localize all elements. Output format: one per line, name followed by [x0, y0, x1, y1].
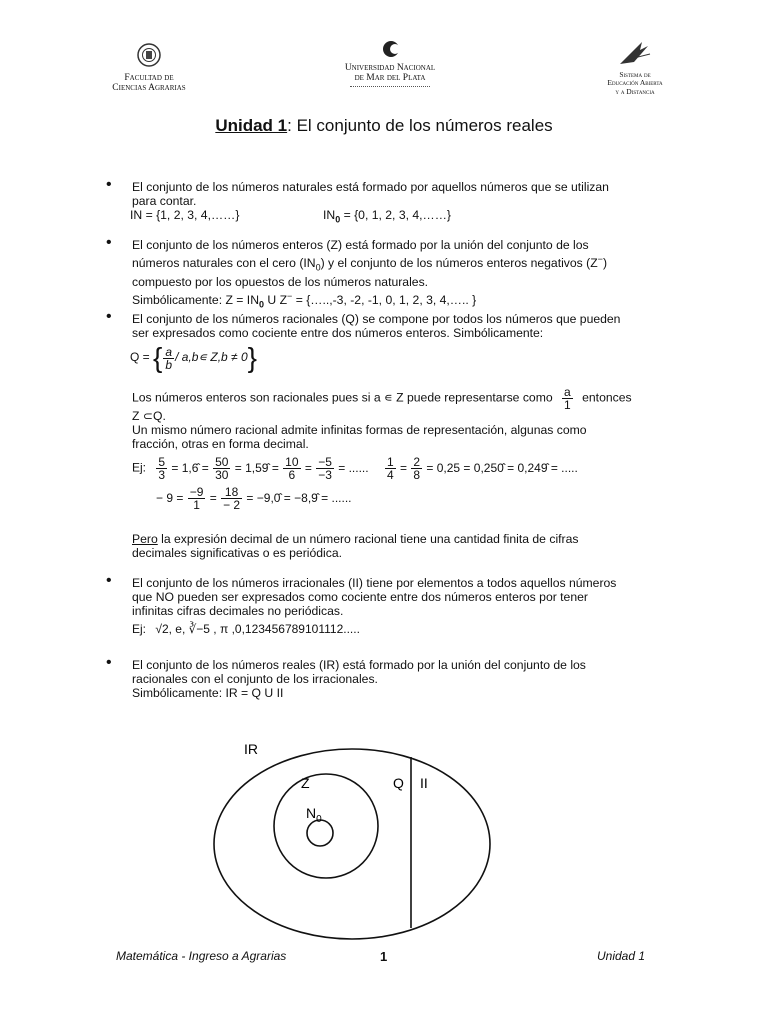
footer-page-number: 1 — [380, 949, 388, 964]
sead-name-line1: Sistema de — [619, 70, 651, 79]
label-ir: IR — [244, 741, 258, 757]
faculty-name-line1: Facultad de — [124, 73, 174, 83]
integer-line2-c: ) — [602, 256, 607, 271]
integer-text-line4 — [132, 289, 672, 312]
expr-fraction — [213, 456, 230, 481]
label-z: Z — [301, 775, 310, 791]
label-n: N — [306, 805, 317, 821]
integer-line2-sub: 0 — [315, 262, 321, 273]
expr-fraction — [156, 456, 167, 481]
rational-conclusion — [132, 532, 672, 560]
footer-course: Matemática - Ingreso a Agrarias — [116, 949, 287, 963]
expr-fraction-num: 1 — [387, 455, 394, 469]
faculty-name-line2: Ciencias Agrarias — [112, 83, 186, 94]
expr-fraction-num: 50 — [215, 455, 229, 469]
expr-fraction — [385, 456, 396, 481]
university-name-line1: Universidad Nacional — [344, 63, 436, 73]
a-over-one-fraction — [562, 386, 573, 411]
integer-line2-sup: − — [597, 254, 603, 264]
irrational-example-label: Ej: — [132, 622, 147, 636]
rational-text-line2: ser expresados como cociente entre dos números enteros. Simbólicamente: — [132, 326, 544, 340]
irrational-text-line2: que NO pueden ser expresados como cociente entre dos números enteros por tener — [132, 590, 588, 604]
bullet-integer-numbers — [132, 238, 672, 311]
sead-name-line2: Educación Abierta — [607, 78, 663, 88]
sead-emblem-icon — [590, 40, 680, 66]
integer-line4-sup: − — [287, 290, 293, 301]
bullet-irrational-numbers — [132, 576, 672, 618]
expr-fraction — [411, 456, 422, 481]
integer-text-line1: El conjunto de los números enteros (Z) está formado por la unión del conjunto de los — [132, 238, 589, 252]
q-close-brace: } — [247, 342, 257, 373]
pero-word: Pero — [132, 532, 158, 546]
natural-text-line2: para contar. — [132, 194, 197, 208]
expr-fraction-num: 2 — [413, 455, 421, 469]
rational-line3-end: entonces — [582, 390, 632, 405]
faculty-logo — [104, 42, 194, 94]
rational-text-line8: decimales significativas o es periódica. — [132, 546, 342, 560]
label-ii: II — [420, 775, 428, 791]
title-unit: Unidad 1 — [215, 116, 288, 135]
natural-sets-row — [132, 208, 672, 223]
expr-fraction-den: −3 — [318, 468, 332, 482]
bullet-real-numbers — [132, 658, 672, 700]
real-numbers-ellipse — [214, 749, 490, 939]
integers-circle — [274, 774, 378, 878]
q-den: b — [165, 357, 173, 372]
irrational-text-line1: El conjunto de los números irracionales (II) tiene por elementos a todos aquellos números — [132, 576, 617, 590]
example-3-expression — [156, 485, 352, 512]
rational-line7-text: la expresión decimal de un número racional tiene una cantidad finita de cifras — [157, 532, 579, 546]
bullet-dot-3: • — [106, 308, 112, 325]
university-crescent-icon — [330, 40, 450, 58]
expr-text: = — [396, 460, 411, 475]
sets-diagram — [200, 732, 520, 952]
set-n0 — [323, 208, 451, 226]
example-row-3 — [156, 486, 352, 511]
expr-text: = 1,6̂ = — [168, 460, 213, 475]
sead-name-line3: y a Distancia — [615, 86, 655, 96]
set-n: IN = {1, 2, 3, 4,……} — [130, 208, 240, 222]
rational-text-line4: Z ⊂Q. — [132, 409, 166, 423]
integer-line4-c: = {…..,-3, -2, -1, 0, 1, 2, 3, 4,….. } — [292, 292, 477, 307]
a-over-one-num: a — [564, 385, 571, 399]
expr-fraction-num: 5 — [158, 455, 166, 469]
integer-line2-a: números naturales con el cero (IN — [132, 256, 316, 271]
integer-line2-b: ) y el conjunto de los números enteros negativos (Z — [320, 256, 598, 271]
integer-line4-a: Simbólicamente: Z = IN — [132, 292, 259, 307]
q-definition — [130, 342, 257, 374]
natural-text-line1: El conjunto de los números naturales está formado por aquellos números que se utilizan — [132, 180, 609, 194]
set-n0-sub: 0 — [335, 214, 341, 225]
example-label: Ej: — [132, 460, 147, 475]
q-fraction — [163, 346, 174, 371]
expr-fraction — [188, 486, 206, 511]
expr-fraction-num: −5 — [318, 455, 332, 469]
q-def-suffix: / a,b∊ Z,b ≠ 0 — [175, 350, 248, 365]
irrational-example — [132, 622, 360, 636]
expr-fraction-den: 8 — [413, 468, 421, 482]
expr-fraction-den: 30 — [215, 468, 229, 482]
label-n-sub: 0 — [316, 814, 322, 825]
a-over-one-den: 1 — [564, 398, 571, 412]
title-text: : El conjunto de los números reales — [287, 116, 553, 135]
rational-text-line5: Un mismo número racional admite infinitas formas de representación, algunas como — [132, 423, 587, 437]
rational-text-line1: El conjunto de los números racionales (Q) se compone por todos los números que pueden — [132, 312, 621, 326]
real-text-line3: Simbólicamente: IR = Q U II — [132, 686, 284, 700]
rational-line3-text: Los números enteros son racionales pues si a ∊ Z puede representarse como — [132, 390, 553, 405]
bullet-dot-5: • — [106, 654, 112, 671]
set-n0-label: IN — [323, 208, 336, 222]
university-name-line2: de Mar del Plata — [354, 73, 426, 84]
bullet-rational-numbers — [132, 312, 672, 340]
integer-line4-b: U Z — [264, 292, 288, 307]
expr-fraction-num: −9 — [189, 485, 204, 499]
expr-fraction-den: 4 — [387, 468, 394, 482]
expr-fraction — [283, 456, 300, 481]
integer-line4-sub: 0 — [259, 299, 265, 309]
rational-text-line7 — [132, 532, 672, 546]
bullet-dot-4: • — [106, 572, 112, 589]
real-text-line1: El conjunto de los números reales (IR) está formado por la unión del conjunto de los — [132, 658, 586, 672]
rational-text-line6: fracción, otras en forma decimal. — [132, 437, 309, 451]
q-num: a — [165, 344, 173, 359]
expr-fraction-num: 18 — [221, 486, 242, 499]
expr-fraction — [316, 456, 334, 481]
irrational-example-expression: √2, e, ∛−5 , π ,0,123456789101112..... — [155, 622, 360, 636]
example-1-expression — [155, 455, 369, 482]
rational-more-text — [132, 409, 672, 451]
q-open-brace: { — [153, 342, 163, 373]
label-q: Q — [393, 775, 404, 791]
set-n0-value: = {0, 1, 2, 3, 4,……} — [340, 208, 451, 222]
example-row-1 — [132, 456, 369, 481]
university-underline — [350, 86, 430, 87]
page-title — [0, 116, 768, 136]
expr-text: = 0,25 = 0,250̂ = 0,249̂ = ..... — [423, 460, 578, 475]
expr-text: = — [206, 490, 221, 505]
faculty-seal-icon — [104, 42, 194, 68]
expr-text: = 1,59̂ = — [231, 460, 283, 475]
expr-text: = −9,0̂ = −8,9̂ = ...... — [243, 490, 352, 505]
bullet-dot-2: • — [106, 234, 112, 251]
integer-text-line3: compuesto por los opuestos de los números naturales. — [132, 274, 429, 289]
expr-text: = — [301, 460, 316, 475]
rational-explanation-line3 — [132, 386, 692, 411]
expr-fraction-den: − 2 — [223, 498, 241, 512]
integer-text-line2 — [132, 252, 672, 275]
bullet-dot-1: • — [106, 176, 112, 193]
q-def-prefix: Q = — [130, 350, 150, 365]
sead-logo — [590, 40, 680, 96]
irrational-text-line3: infinitas cifras decimales no periódicas. — [132, 604, 344, 618]
footer-unit: Unidad 1 — [597, 949, 646, 963]
expr-fraction-den: 3 — [158, 468, 166, 482]
real-text-line2: racionales con el conjunto de los irracionales. — [132, 672, 378, 686]
bullet-natural-numbers — [132, 180, 672, 223]
university-logo — [330, 40, 450, 87]
expr-text: − 9 = — [156, 490, 187, 505]
expr-fraction-num: 10 — [285, 455, 299, 469]
expr-text: = ...... — [334, 460, 369, 475]
expr-fraction-den: 6 — [288, 468, 296, 482]
expr-fraction-den: 1 — [193, 498, 200, 512]
example-2-expression — [384, 455, 578, 482]
example-row-2 — [384, 456, 578, 481]
expr-fraction — [221, 486, 242, 511]
